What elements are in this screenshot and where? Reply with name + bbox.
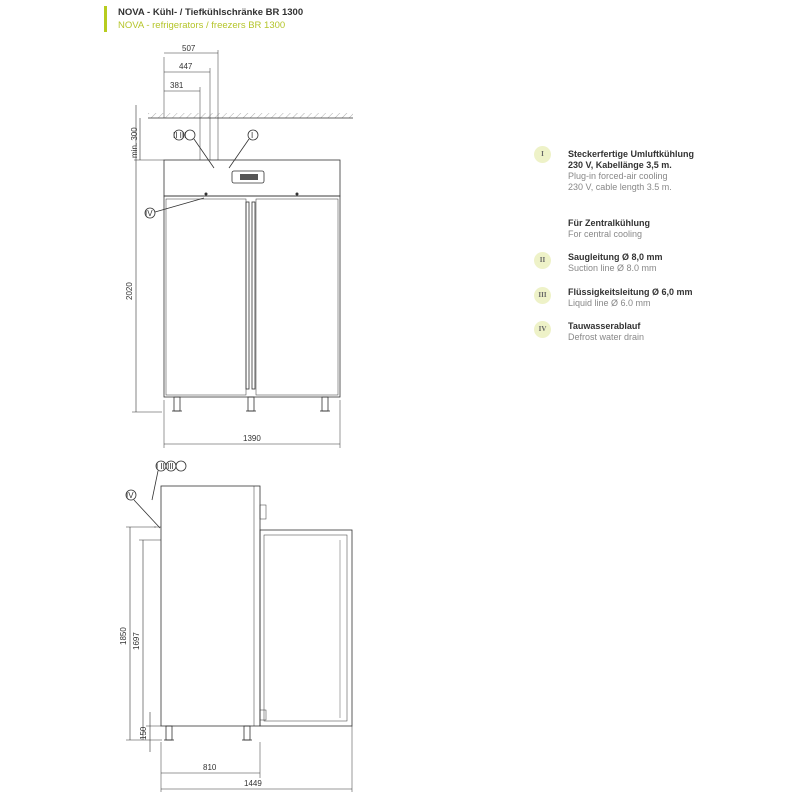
legend-de-2: 230 V, Kabellänge 3,5 m. [568, 160, 672, 170]
foot [322, 397, 328, 411]
legend-de: Steckerfertige Umluftkühlung [568, 149, 695, 159]
badge-ii: II [534, 252, 551, 269]
callout-1-2-3: I II III [156, 462, 174, 471]
dim-507: 507 [182, 44, 196, 53]
dim-381: 381 [170, 81, 184, 90]
legend-en: Plug-in forced-air cooling [568, 171, 668, 181]
door-left [166, 199, 246, 395]
callout-4-side: IV [126, 491, 134, 500]
dim-1390: 1390 [243, 434, 261, 443]
legend-de: Flüssigkeitsleitung Ø 6,0 mm [568, 287, 693, 297]
foot [244, 726, 250, 740]
hinge [260, 710, 266, 720]
title-en: NOVA - refrigerators / freezers BR 1300 [118, 20, 286, 31]
callout-2-3: II III [173, 131, 187, 140]
legend-de: Tauwasserablauf [568, 321, 641, 331]
legend-en: Defrost water drain [568, 332, 645, 342]
ceiling-hatch [148, 113, 353, 118]
open-door [260, 530, 352, 726]
badge-iv: IV [534, 321, 551, 338]
handle-left [246, 202, 249, 389]
legend-de: Saugleitung Ø 8,0 mm [568, 252, 663, 262]
legend-en-2: 230 V, cable length 3.5 m. [568, 182, 672, 192]
legend-en: Liquid line Ø 6.0 mm [568, 298, 651, 308]
callout-circle [176, 461, 186, 471]
title-de: NOVA - Kühl- / Tiefkühlschränke BR 1300 [118, 7, 304, 18]
cabinet-side [161, 486, 260, 726]
dim-1449: 1449 [244, 779, 262, 788]
badge-iii: III [534, 287, 551, 304]
door-right [256, 199, 338, 395]
side-view [119, 461, 352, 792]
dim-447: 447 [179, 62, 193, 71]
dim-min-300: min. 300 [130, 127, 139, 158]
dim-810: 810 [203, 763, 217, 772]
front-view [125, 44, 353, 448]
callout-1: I [251, 131, 254, 140]
callout-circle [185, 130, 195, 140]
dim-1850: 1850 [119, 627, 128, 645]
door-inner [264, 535, 347, 721]
hinge [260, 505, 266, 519]
badge-i: I [534, 146, 551, 163]
handle-right [252, 202, 255, 389]
dim-2020: 2020 [125, 282, 134, 300]
callout-4: IV [145, 209, 153, 218]
display [240, 174, 258, 180]
legend-en: Suction line Ø 8.0 mm [568, 263, 657, 273]
dim-150: 150 [139, 726, 148, 740]
foot [174, 397, 180, 411]
legend-en: For central cooling [568, 229, 643, 239]
dim-1697: 1697 [132, 632, 141, 650]
foot [166, 726, 172, 740]
legend-de: Für Zentralkühlung [568, 218, 650, 228]
foot [248, 397, 254, 411]
